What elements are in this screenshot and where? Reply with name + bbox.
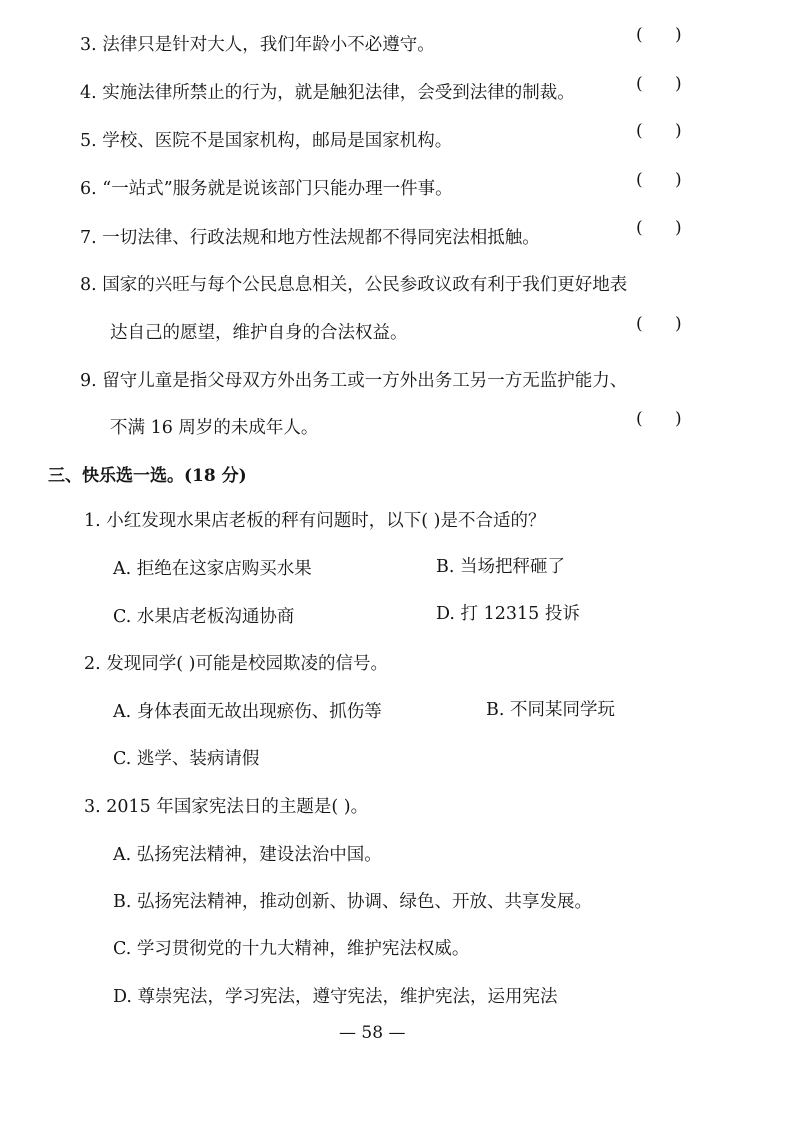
judgment-item-8-cont: 达自己的愿望，维护自身的合法权益。 xyxy=(110,323,408,343)
q1-option-a: A. 拒绝在这家店购买水果 xyxy=(113,559,312,579)
judgment-item-9: 9. 留守儿童是指父母双方外出务工或一方外出务工另一方无监护能力、 xyxy=(80,371,628,391)
q1-option-b: B. 当场把秤砸了 xyxy=(436,557,565,577)
page-number: — 58 — xyxy=(339,1023,406,1043)
q3-option-a: A. 弘扬宪法精神，建设法治中国。 xyxy=(113,845,382,865)
q3-option-c: C. 学习贯彻党的十九大精神，维护宪法权威。 xyxy=(113,939,470,959)
judgment-item-9-cont: 不满 16 周岁的未成年人。 xyxy=(110,418,319,438)
choice-question-3: 3. 2015 年国家宪法日的主题是( )。 xyxy=(84,797,369,817)
judgment-item-8: 8. 国家的兴旺与每个公民息息相关，公民参政议政有利于我们更好地表 xyxy=(80,275,628,295)
answer-paren-9: ( ) xyxy=(636,409,682,429)
section-heading: 三、快乐选一选。(18 分) xyxy=(48,466,247,486)
answer-paren-8: ( ) xyxy=(636,314,682,334)
answer-paren-5: ( ) xyxy=(636,121,682,141)
q1-option-c: C. 水果店老板沟通协商 xyxy=(113,607,295,627)
choice-question-1: 1. 小红发现水果店老板的秤有问题时，以下( )是不合适的？ xyxy=(84,511,546,531)
answer-paren-7: ( ) xyxy=(636,218,682,238)
q2-option-c: C. 逃学、装病请假 xyxy=(113,749,260,769)
choice-question-2: 2. 发现同学( )可能是校园欺凌的信号。 xyxy=(84,654,388,674)
q3-option-d: D. 尊崇宪法，学习宪法，遵守宪法，维护宪法，运用宪法 xyxy=(113,987,558,1007)
judgment-item-3: 3. 法律只是针对大人，我们年龄小不必遵守。 xyxy=(80,35,435,55)
answer-paren-3: ( ) xyxy=(636,25,682,45)
q2-option-a: A. 身体表面无故出现瘀伤、抓伤等 xyxy=(113,702,382,722)
q1-option-d: D. 打 12315 投诉 xyxy=(436,604,580,624)
answer-paren-6: ( ) xyxy=(636,170,682,190)
judgment-item-5: 5. 学校、医院不是国家机构，邮局是国家机构。 xyxy=(80,131,453,151)
q2-option-b: B. 不同某同学玩 xyxy=(486,700,615,720)
q3-option-b: B. 弘扬宪法精神，推动创新、协调、绿色、开放、共享发展。 xyxy=(113,892,592,912)
judgment-item-7: 7. 一切法律、行政法规和地方性法规都不得同宪法相抵触。 xyxy=(80,228,540,248)
answer-paren-4: ( ) xyxy=(636,74,682,94)
judgment-item-4: 4. 实施法律所禁止的行为，就是触犯法律，会受到法律的制裁。 xyxy=(80,83,575,103)
judgment-item-6: 6. “一站式”服务就是说该部门只能办理一件事。 xyxy=(80,179,453,199)
